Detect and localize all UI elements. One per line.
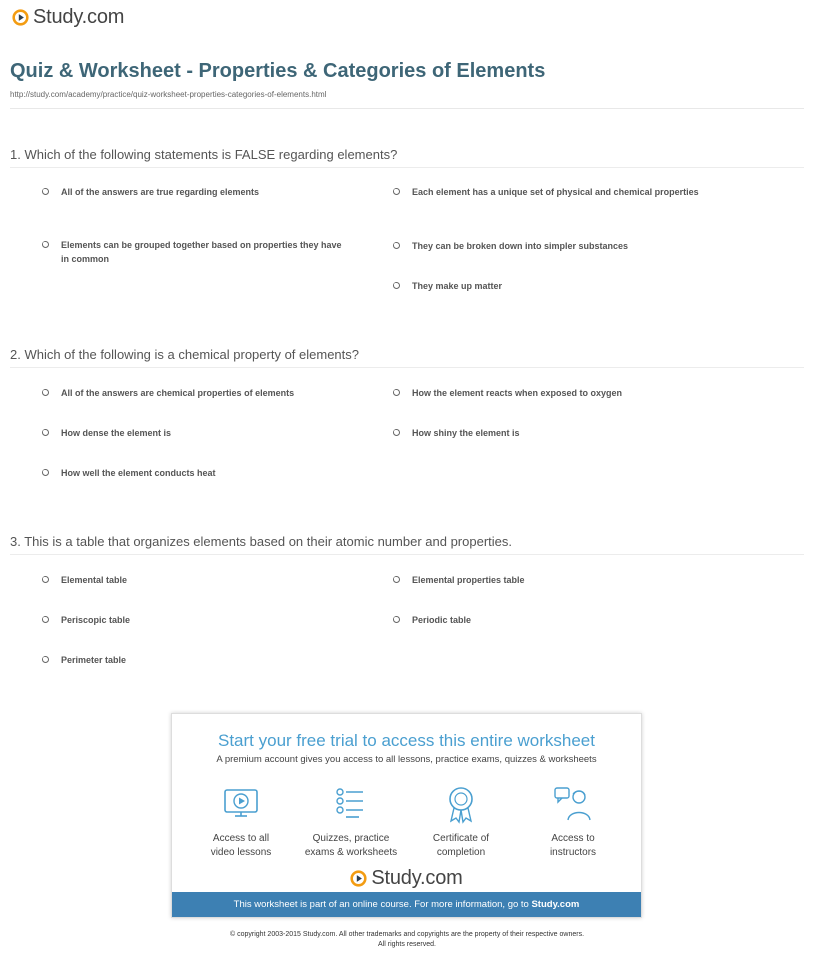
feature-label-line2: exams & worksheets <box>304 847 398 858</box>
radio-button[interactable] <box>393 282 400 289</box>
promo-title[interactable]: Start your free trial to access this entire worksheet <box>218 731 595 750</box>
answer-option[interactable] <box>393 386 703 400</box>
study-link[interactable]: Study.com <box>531 899 580 910</box>
feature-video-lessons <box>186 784 296 860</box>
feature-label-line2: instructors <box>549 847 597 858</box>
feature-label-line1: Quizzes, practice <box>312 833 390 844</box>
radio-button[interactable] <box>393 429 400 436</box>
answer-option[interactable] <box>393 279 703 293</box>
answer-option[interactable] <box>42 653 352 667</box>
radio-button[interactable] <box>42 576 49 583</box>
answer-text: How well the element conducts heat <box>61 468 216 478</box>
feature-label-line2: video lessons <box>210 847 272 858</box>
answer-option[interactable] <box>393 573 703 587</box>
radio-button[interactable] <box>42 389 49 396</box>
radio-button[interactable] <box>42 656 49 663</box>
copyright <box>0 930 814 950</box>
copyright-line2: All rights reserved. <box>378 941 436 948</box>
answer-option[interactable] <box>42 238 352 266</box>
radio-button[interactable] <box>393 242 400 249</box>
answer-text: Elemental properties table <box>412 575 525 585</box>
answer-text: Perimeter table <box>61 655 127 665</box>
radio-button[interactable] <box>393 188 400 195</box>
question-divider <box>10 167 804 168</box>
play-circle-icon <box>12 9 29 26</box>
radio-button[interactable] <box>42 241 49 248</box>
answer-option[interactable] <box>393 613 703 627</box>
video-lesson-icon <box>221 784 261 824</box>
question-divider <box>10 367 804 368</box>
promo-subtitle: A premium account gives you access to all lessons, practice exams, quizzes & worksheets <box>216 754 597 765</box>
question-2: 2. Which of the following is a chemical property of elements? <box>10 347 360 362</box>
answer-option[interactable] <box>393 185 703 199</box>
answer-option[interactable] <box>42 185 352 199</box>
answer-text: How dense the element is <box>61 428 172 438</box>
answer-text: They make up matter <box>412 281 503 291</box>
feature-label-line1: Access to all <box>212 833 270 844</box>
answer-option[interactable] <box>42 466 352 480</box>
radio-button[interactable] <box>42 188 49 195</box>
feature-label-line1: Access to <box>551 833 595 844</box>
radio-button[interactable] <box>42 616 49 623</box>
page-url: http://study.com/academy/practice/quiz-worksheet-properties-categories-of-elements.html <box>10 90 327 99</box>
feature-certificate <box>406 784 516 860</box>
feature-quizzes <box>296 784 406 860</box>
logo-text: Study.com <box>371 867 463 889</box>
answer-option[interactable] <box>393 426 703 440</box>
answer-option[interactable] <box>42 613 352 627</box>
answer-option[interactable] <box>42 573 352 587</box>
answer-option[interactable] <box>393 239 703 253</box>
answer-option[interactable] <box>42 386 352 400</box>
feature-instructors <box>518 784 628 860</box>
answer-text: They can be broken down into simpler substances <box>412 241 629 251</box>
promo-study-logo[interactable] <box>172 867 641 890</box>
answer-text: How shiny the element is <box>412 428 520 438</box>
instructor-chat-icon <box>553 784 593 824</box>
radio-button[interactable] <box>42 469 49 476</box>
page-title: Quiz & Worksheet - Properties & Categories of Elements <box>10 60 546 82</box>
answer-option[interactable] <box>42 426 352 440</box>
copyright-line1: © copyright 2003-2015 Study.com. All other trademarks and copyrights are the property of their respective owners. <box>229 931 585 938</box>
radio-button[interactable] <box>393 389 400 396</box>
quiz-list-icon <box>331 784 371 824</box>
certificate-ribbon-icon <box>441 784 481 824</box>
question-3: 3. This is a table that organizes elements based on their atomic number and properties. <box>10 534 512 549</box>
free-trial-promo <box>171 713 642 918</box>
radio-button[interactable] <box>393 576 400 583</box>
answer-text: Periodic table <box>412 615 472 625</box>
answer-text: All of the answers are chemical properties of elements <box>61 388 295 398</box>
answer-text: Elemental table <box>61 575 128 585</box>
answer-text: Each element has a unique set of physical and chemical properties <box>412 187 699 197</box>
header-divider <box>10 108 804 109</box>
feature-label-line2: completion <box>436 847 486 858</box>
answer-text: All of the answers are true regarding elements <box>61 187 260 197</box>
answer-text: Periscopic table <box>61 615 131 625</box>
radio-button[interactable] <box>42 429 49 436</box>
course-info-bar <box>172 892 641 917</box>
study-logo[interactable] <box>12 6 124 29</box>
question-divider <box>10 554 804 555</box>
radio-button[interactable] <box>393 616 400 623</box>
logo-text: Study.com <box>33 6 125 28</box>
answer-text: Elements can be grouped together based on properties they have in common <box>61 240 342 264</box>
play-circle-icon <box>350 870 367 887</box>
question-1: 1. Which of the following statements is FALSE regarding elements? <box>10 147 398 162</box>
feature-label-line1: Certificate of <box>432 833 490 844</box>
bar-text: This worksheet is part of an online course. For more information, go to <box>233 899 532 910</box>
answer-text: How the element reacts when exposed to oxygen <box>412 388 623 398</box>
